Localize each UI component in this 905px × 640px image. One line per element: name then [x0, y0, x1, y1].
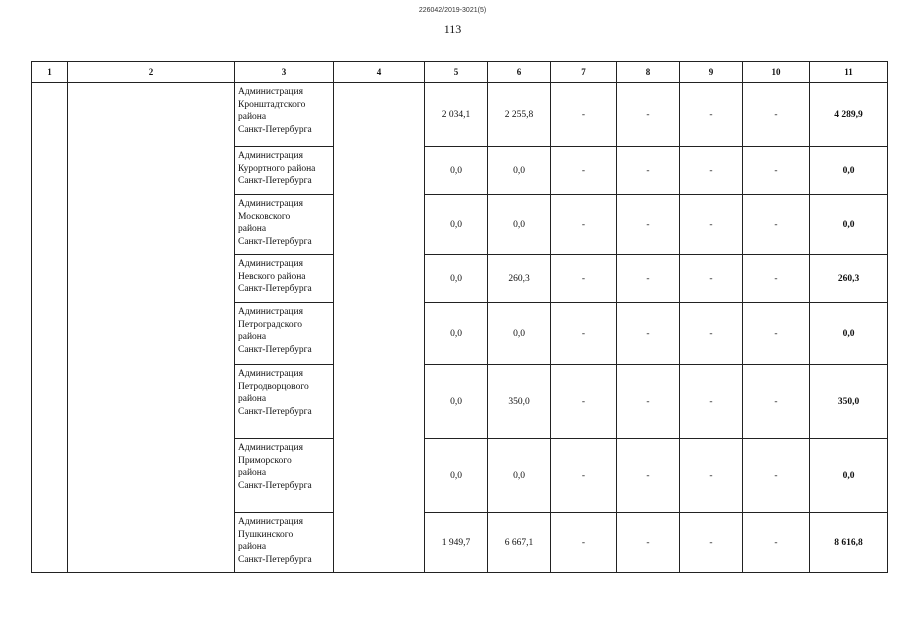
value-cell-c7: -	[551, 439, 617, 513]
value-cell-c10: -	[743, 303, 810, 365]
col-4-cell	[334, 83, 425, 573]
budget-table	[31, 61, 888, 573]
value-cell-c6: 0,0	[488, 147, 551, 195]
value-cell-c8: -	[617, 365, 680, 439]
value-cell-c10: -	[743, 513, 810, 573]
total-cell: 350,0	[810, 365, 888, 439]
col-2-cell	[68, 83, 235, 573]
total-cell: 0,0	[810, 147, 888, 195]
column-header: 11	[810, 62, 888, 83]
column-header: 7	[551, 62, 617, 83]
value-cell-c9: -	[680, 303, 743, 365]
column-header: 2	[68, 62, 235, 83]
administration-name: Администрация Курортного района Санкт-Петербурга	[235, 147, 334, 195]
table-row	[32, 83, 888, 147]
administration-name: Администрация Приморского района Санкт-Петербурга	[235, 439, 334, 513]
value-cell-c6: 6 667,1	[488, 513, 551, 573]
col-1-cell	[32, 83, 68, 573]
value-cell-c10: -	[743, 255, 810, 303]
total-cell: 0,0	[810, 303, 888, 365]
value-cell-c6: 260,3	[488, 255, 551, 303]
value-cell-c5: 0,0	[425, 439, 488, 513]
column-header: 1	[32, 62, 68, 83]
value-cell-c9: -	[680, 439, 743, 513]
value-cell-c7: -	[551, 513, 617, 573]
administration-name: Администрация Пушкинского района Санкт-Петербурга	[235, 513, 334, 573]
total-cell: 0,0	[810, 195, 888, 255]
column-header: 3	[235, 62, 334, 83]
value-cell-c9: -	[680, 255, 743, 303]
header-row	[32, 62, 888, 83]
value-cell-c9: -	[680, 195, 743, 255]
administration-name: Администрация Невского района Санкт-Петербурга	[235, 255, 334, 303]
column-header: 4	[334, 62, 425, 83]
value-cell-c10: -	[743, 195, 810, 255]
total-cell: 4 289,9	[810, 83, 888, 147]
value-cell-c10: -	[743, 365, 810, 439]
value-cell-c5: 0,0	[425, 147, 488, 195]
value-cell-c7: -	[551, 195, 617, 255]
value-cell-c5: 1 949,7	[425, 513, 488, 573]
page-number: 113	[443, 22, 462, 36]
column-header: 9	[680, 62, 743, 83]
value-cell-c8: -	[617, 83, 680, 147]
column-header: 10	[743, 62, 810, 83]
administration-name: Администрация Петродворцового района Санкт-Петербурга	[235, 365, 334, 439]
value-cell-c8: -	[617, 255, 680, 303]
administration-name: Администрация Петроградского района Санкт-Петербурга	[235, 303, 334, 365]
column-header: 6	[488, 62, 551, 83]
value-cell-c5: 0,0	[425, 303, 488, 365]
value-cell-c8: -	[617, 195, 680, 255]
value-cell-c10: -	[743, 83, 810, 147]
value-cell-c6: 2 255,8	[488, 83, 551, 147]
value-cell-c8: -	[617, 147, 680, 195]
total-cell: 0,0	[810, 439, 888, 513]
value-cell-c6: 350,0	[488, 365, 551, 439]
administration-name: Администрация Кронштадтского района Санкт-Петербурга	[235, 83, 334, 147]
column-header: 8	[617, 62, 680, 83]
value-cell-c9: -	[680, 513, 743, 573]
administration-name: Администрация Московского района Санкт-Петербурга	[235, 195, 334, 255]
value-cell-c9: -	[680, 365, 743, 439]
column-header: 5	[425, 62, 488, 83]
value-cell-c8: -	[617, 439, 680, 513]
value-cell-c8: -	[617, 303, 680, 365]
value-cell-c8: -	[617, 513, 680, 573]
value-cell-c10: -	[743, 147, 810, 195]
value-cell-c7: -	[551, 147, 617, 195]
value-cell-c7: -	[551, 255, 617, 303]
value-cell-c7: -	[551, 365, 617, 439]
value-cell-c5: 0,0	[425, 255, 488, 303]
total-cell: 260,3	[810, 255, 888, 303]
value-cell-c9: -	[680, 83, 743, 147]
document-id: 226042/2019-3021(5)	[418, 7, 487, 14]
value-cell-c5: 0,0	[425, 195, 488, 255]
value-cell-c9: -	[680, 147, 743, 195]
total-cell: 8 616,8	[810, 513, 888, 573]
value-cell-c5: 2 034,1	[425, 83, 488, 147]
value-cell-c7: -	[551, 303, 617, 365]
value-cell-c6: 0,0	[488, 195, 551, 255]
value-cell-c6: 0,0	[488, 303, 551, 365]
value-cell-c7: -	[551, 83, 617, 147]
value-cell-c6: 0,0	[488, 439, 551, 513]
value-cell-c5: 0,0	[425, 365, 488, 439]
value-cell-c10: -	[743, 439, 810, 513]
